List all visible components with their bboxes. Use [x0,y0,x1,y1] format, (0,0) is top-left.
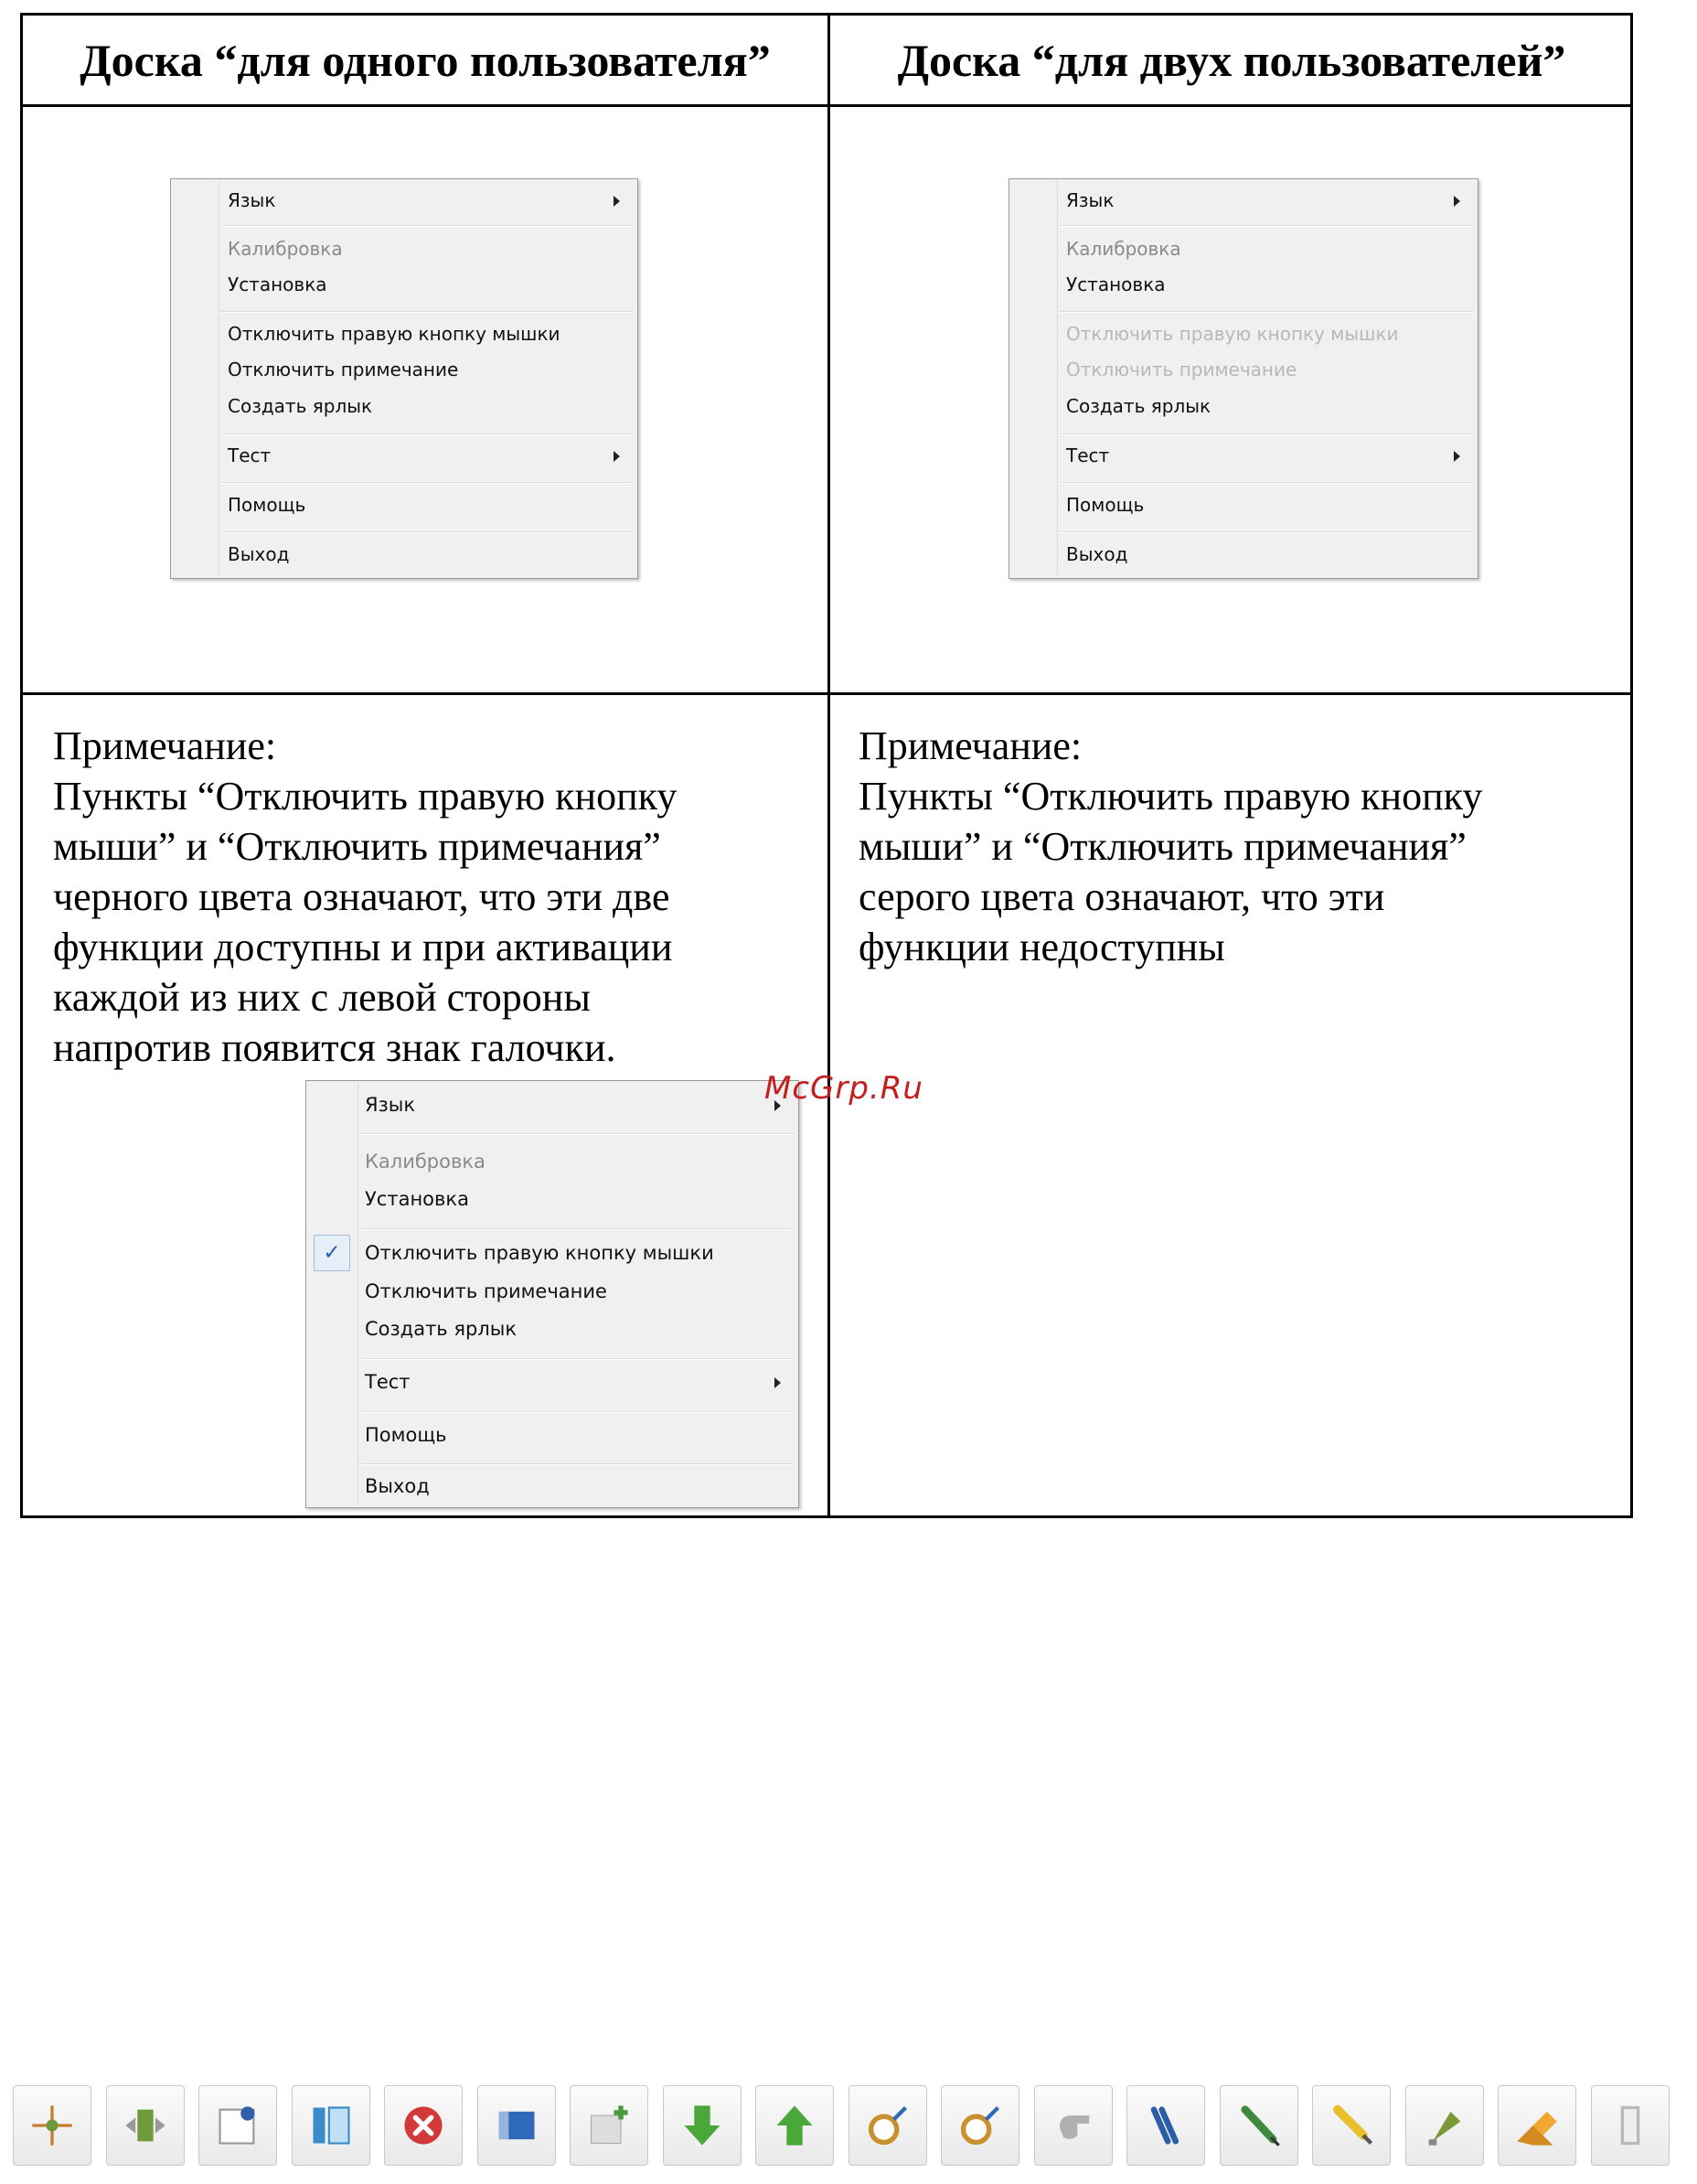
note-line: черного цвета означают, что эти две [53,874,670,919]
menu-separator [359,1133,795,1135]
toolbar-button-marker[interactable] [1405,2085,1484,2166]
menu-separator [359,1228,795,1230]
menu-item-3: Отключить правую кнопку мышки [1066,323,1399,345]
highlighter-icon [1328,2102,1375,2149]
menu-item-8[interactable]: Выход [365,1475,430,1497]
toolbar-button-pens[interactable] [1126,2085,1205,2166]
menu-item-8[interactable]: Выход [228,543,290,565]
toolbar-button-fit-width[interactable] [106,2085,185,2166]
menu-separator [220,311,634,313]
submenu-arrow-icon [1454,451,1460,462]
toolbar-button-hand[interactable] [1034,2085,1113,2166]
arrow-down-icon [678,2102,726,2149]
note-title: Примечание: [53,723,277,768]
crosshair-icon [28,2102,76,2149]
toolbar-button-more[interactable] [1591,2085,1670,2166]
submenu-arrow-icon [614,196,620,207]
slide-icon [493,2102,540,2149]
submenu-arrow-icon [1454,196,1460,207]
menu-item-4[interactable]: Отключить примечание [365,1280,607,1302]
toolbar-button-highlighter[interactable] [1312,2085,1391,2166]
note-line: мыши” и “Отключить примечания” [859,824,1467,869]
menu-separator [359,1358,795,1360]
fit-width-icon [122,2102,169,2149]
toolbar-button-zoom-out[interactable] [941,2085,1019,2166]
menu-item-7[interactable]: Помощь [365,1424,447,1446]
menu-item-8[interactable]: Выход [1066,543,1128,565]
context-menu-dual-user [1009,178,1478,579]
zoom-out-icon [956,2102,1004,2149]
column-divider [827,16,830,1515]
menu-item-2[interactable]: Установка [228,273,327,295]
menu-separator [220,434,634,435]
header-dual-user: Доска “для двух пользователей” [897,34,1566,86]
menu-item-7[interactable]: Помощь [1066,494,1145,516]
menu-separator [1059,434,1474,435]
menu-item-3[interactable]: Отключить правую кнопку мышки [228,323,560,345]
menu-item-5[interactable]: Создать ярлык [365,1318,518,1340]
toolbar-button-add-page[interactable] [570,2085,648,2166]
note-line: мыши” и “Отключить примечания” [53,824,661,869]
note-line: функции доступны и при активации [53,925,673,969]
submenu-arrow-icon [614,451,620,462]
note-dual-user [859,721,1482,972]
pens-icon [1142,2102,1190,2149]
note-single-user [53,721,677,1073]
add-page-icon [585,2102,633,2149]
menu-item-6[interactable]: Тест [1066,444,1110,466]
two-pages-icon [307,2102,355,2149]
menu-item-7[interactable]: Помощь [228,494,306,516]
context-menu-with-checkmark [305,1080,799,1508]
note-line: функции недоступны [859,925,1225,969]
menu-item-2[interactable]: Установка [1066,273,1166,295]
toolbar-button-eraser[interactable] [1498,2085,1576,2166]
header-divider [23,104,1630,107]
menu-gutter [1057,181,1058,576]
toolbar-button-arrow-down[interactable] [663,2085,742,2166]
checkmark-icon: ✓ [314,1235,350,1271]
comparison-table [20,13,1633,1518]
note-title: Примечание: [859,723,1083,768]
menu-item-1: Калибровка [365,1151,486,1172]
menu-item-0[interactable]: Язык [1066,189,1115,211]
note-line: каждой из них с левой стороны [53,975,591,1020]
menu-item-4: Отключить примечание [1066,359,1297,380]
toolbar-button-page[interactable] [198,2085,277,2166]
toolbar-button-zoom-in[interactable] [848,2085,927,2166]
menu-item-0[interactable]: Язык [228,189,276,211]
marker-icon [1421,2102,1468,2149]
note-line: Пункты “Отключить правую кнопку [53,774,678,819]
menu-separator [1059,311,1474,313]
header-single-user: Доска “для одного пользователя” [80,34,771,86]
menu-item-6[interactable]: Тест [365,1371,411,1393]
arrow-up-icon [771,2102,818,2149]
menu-item-5[interactable]: Создать ярлык [228,395,373,417]
submenu-arrow-icon [774,1377,781,1388]
toolbar-button-crosshair[interactable] [13,2085,91,2166]
menu-separator [359,1463,795,1465]
note-line: напротив появится знак галочки. [53,1025,616,1070]
watermark: McGrp.Ru [764,1070,923,1107]
menu-separator [220,225,634,227]
menu-separator [220,531,634,533]
more-icon [1606,2102,1654,2149]
hand-icon [1050,2102,1097,2149]
menu-separator [220,482,634,484]
menu-item-5[interactable]: Создать ярлык [1066,395,1211,417]
menu-item-2[interactable]: Установка [365,1188,469,1210]
menu-item-3[interactable]: Отключить правую кнопку мышки [365,1242,714,1264]
close-icon [400,2102,447,2149]
menu-separator [1059,225,1474,227]
menu-item-4[interactable]: Отключить примечание [228,359,459,380]
context-menu-single-user [170,178,638,579]
toolbar-button-pen[interactable] [1220,2085,1298,2166]
note-line: Пункты “Отключить правую кнопку [859,774,1483,819]
note-line: серого цвета означают, что эти [859,874,1385,919]
menu-item-1: Калибровка [1066,238,1181,260]
page-icon [214,2102,261,2149]
pen-icon [1235,2102,1283,2149]
toolbar-button-slide[interactable] [477,2085,556,2166]
toolbar-button-arrow-up[interactable] [755,2085,834,2166]
toolbar-button-close[interactable] [384,2085,463,2166]
menu-separator [359,1411,795,1413]
menu-item-6[interactable]: Тест [228,444,272,466]
eraser-icon [1513,2102,1561,2149]
row-divider [23,692,1630,695]
menu-separator [1059,531,1474,533]
menu-item-1: Калибровка [228,238,343,260]
menu-separator [1059,482,1474,484]
zoom-in-icon [864,2102,912,2149]
toolbar-button-two-pages[interactable] [292,2085,370,2166]
menu-item-0[interactable]: Язык [365,1094,416,1116]
bottom-toolbar [13,2085,1686,2169]
